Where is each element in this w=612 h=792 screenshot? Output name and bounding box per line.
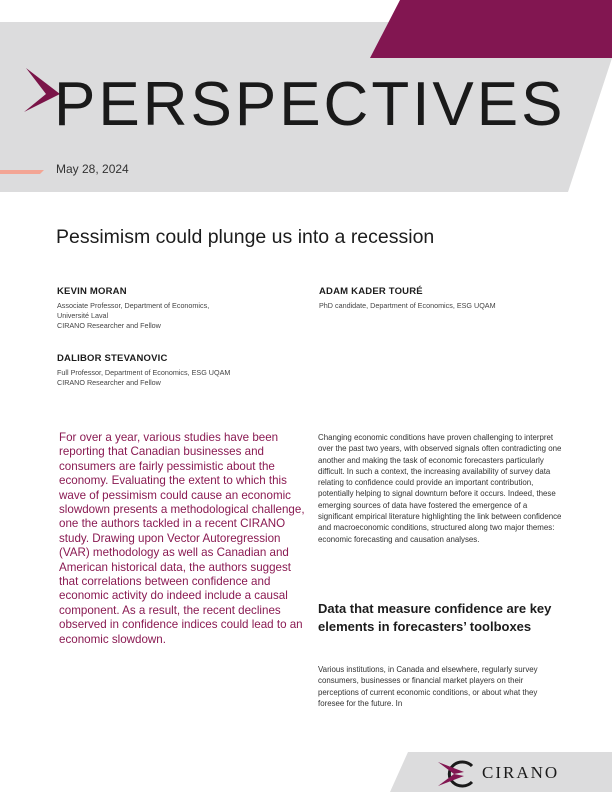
section-heading: Data that measure confidence are key elements in forecasters’ toolboxes xyxy=(318,601,552,634)
author-block xyxy=(57,353,230,388)
author-affiliation: Associate Professor, Department of Economics, xyxy=(57,301,210,310)
publication-date: May 28, 2024 xyxy=(56,162,129,176)
author-block xyxy=(319,286,496,311)
banner-magenta-shape xyxy=(370,0,612,58)
banner-salmon-shape xyxy=(0,170,44,174)
article-abstract: For over a year, various studies have been reporting that Canadian businesses and consumers are fairly pessimistic about the economy. Evaluating the extent to which this wave of pessimism could cause an economic slowdown presents a methodological challenge, one the authors tackled in a recent CIRANO study. Drawing upon Vector Autoregression (VAR) methodology as well as Canadian and American historical data, the authors suggest that correlations between confidence and economic activity do indeed include a causal component. As a result, the recent declines observed in confidence indices could lead to an economic slowdown. xyxy=(59,431,305,646)
author-affiliation: Full Professor, Department of Economics, ESG UQAM xyxy=(57,368,231,377)
author-affiliation: Université Laval xyxy=(57,311,109,320)
author-affiliation: PhD candidate, Department of Economics, ESG UQAM xyxy=(319,301,496,310)
author-block xyxy=(57,286,209,331)
author-name: DALIBOR STEVANOVIC xyxy=(57,353,168,364)
cirano-logo-icon xyxy=(438,760,478,788)
author-name: ADAM KADER TOURÉ xyxy=(319,286,423,297)
author-affiliation: CIRANO Researcher and Fellow xyxy=(57,321,161,330)
body-paragraph: Various institutions, in Canada and elsewhere, regularly survey consumers, businesses or financial market players on their perceptions of current economic conditions, or about what they foresee for the future. In xyxy=(318,665,538,708)
masthead-title: PERSPECTIVES xyxy=(54,70,566,139)
cirano-wordmark: CIRANO xyxy=(482,763,560,782)
author-name: KEVIN MORAN xyxy=(57,286,127,297)
article-title: Pessimism could plunge us into a recession xyxy=(56,226,435,248)
body-paragraph: Changing economic conditions have proven challenging to interpret over the past two years, with observed signals often contradicting one another and making the task of economic forecasters particularly difficult. In such a context, the increasing availability of survey data relating to confidence could provide an important contribution, potentially helping to signal downturn before it occurs. Indeed, these emerging sources of data have fostered the emergence of a significant empirical literature highlighting the link between confidence and macroeconomic conditions, structured along two major themes: economic forecasting and causation analyses. xyxy=(318,433,562,544)
author-affiliation: CIRANO Researcher and Fellow xyxy=(57,378,161,387)
